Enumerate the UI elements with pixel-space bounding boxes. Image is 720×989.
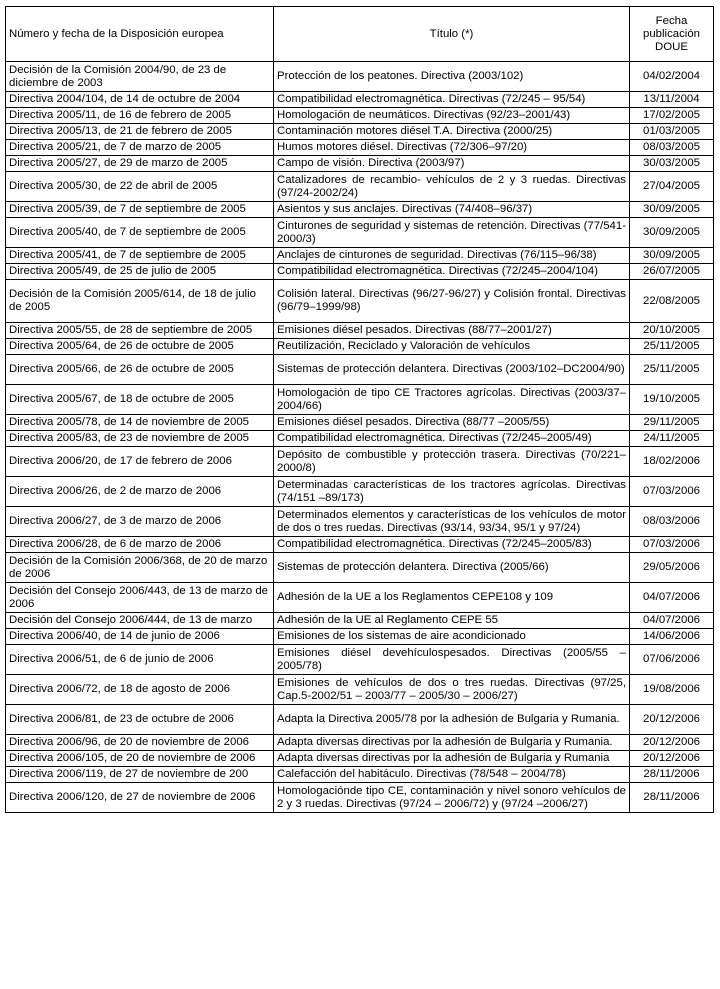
cell-numero: Directiva 2006/51, de 6 de junio de 2006: [6, 645, 274, 675]
cell-titulo: Reutilización, Reciclado y Valoración de vehículos: [274, 339, 630, 355]
table-row: [6, 705, 714, 735]
cell-titulo: Cinturones de seguridad y sistemas de retención. Directivas (77/541-2000/3): [274, 218, 630, 248]
cell-fecha: 19/10/2005: [630, 385, 714, 415]
cell-numero: Directiva 2005/55, de 28 de septiembre de 2005: [6, 323, 274, 339]
cell-numero: Directiva 2006/119, de 27 de noviembre de 200: [6, 767, 274, 783]
cell-titulo: Adapta diversas directivas por la adhesión de Bulgaria y Rumania.: [274, 735, 630, 751]
cell-fecha: 01/03/2005: [630, 124, 714, 140]
cell-fecha: 13/11/2004: [630, 92, 714, 108]
table-row: [6, 431, 714, 447]
cell-fecha: 07/06/2006: [630, 645, 714, 675]
table-row: [6, 767, 714, 783]
cell-fecha: 08/03/2006: [630, 507, 714, 537]
table-row: [6, 613, 714, 629]
table-row: [6, 415, 714, 431]
table-row: [6, 629, 714, 645]
cell-fecha: 19/08/2006: [630, 675, 714, 705]
cell-titulo: Asientos y sus anclajes. Directivas (74/408–96/37): [274, 202, 630, 218]
table-row: [6, 477, 714, 507]
cell-titulo: Depósito de combustible y protección trasera. Directivas (70/221–2000/8): [274, 447, 630, 477]
table-row: [6, 140, 714, 156]
cell-titulo: Homologación de tipo CE Tractores agrícolas. Directivas (2003/37–2004/66): [274, 385, 630, 415]
cell-titulo: Determinadas características de los tractores agrícolas. Directivas (74/151 –89/173): [274, 477, 630, 507]
table-row: [6, 645, 714, 675]
cell-fecha: 17/02/2005: [630, 108, 714, 124]
cell-numero: Directiva 2005/11, de 16 de febrero de 2005: [6, 108, 274, 124]
cell-numero: Directiva 2006/28, de 6 de marzo de 2006: [6, 537, 274, 553]
table-row: [6, 323, 714, 339]
cell-numero: Directiva 2006/40, de 14 de junio de 2006: [6, 629, 274, 645]
cell-titulo: Determinados elementos y características de los vehículos de motor de dos o tres ruedas. Directivas (93/14, 93/34, 95/1 y 97/24): [274, 507, 630, 537]
cell-titulo: Compatibilidad electromagnética. Directivas (72/245 – 95/54): [274, 92, 630, 108]
table-row: [6, 280, 714, 323]
cell-fecha: 24/11/2005: [630, 431, 714, 447]
cell-titulo: Emisiones de los sistemas de aire acondicionado: [274, 629, 630, 645]
cell-fecha: 18/02/2006: [630, 447, 714, 477]
cell-numero: Directiva 2006/20, de 17 de febrero de 2006: [6, 447, 274, 477]
cell-titulo: Adhesión de la UE a los Reglamentos CEPE108 y 109: [274, 583, 630, 613]
cell-numero: Directiva 2006/105, de 20 de noviembre de 2006: [6, 751, 274, 767]
cell-titulo: Adhesión de la UE al Reglamento CEPE 55: [274, 613, 630, 629]
table-header-row: [6, 7, 714, 62]
table-row: [6, 783, 714, 813]
cell-titulo: Emisiones diésel pesados. Directiva (88/77 –2005/55): [274, 415, 630, 431]
cell-titulo: Adapta diversas directivas por la adhesión de Bulgaria y Rumania: [274, 751, 630, 767]
cell-numero: Directiva 2006/26, de 2 de marzo de 2006: [6, 477, 274, 507]
header-titulo: Título (*): [274, 7, 630, 62]
cell-titulo: Anclajes de cinturones de seguridad. Directivas (76/115–96/38): [274, 248, 630, 264]
cell-numero: Directiva 2006/72, de 18 de agosto de 2006: [6, 675, 274, 705]
table-row: [6, 62, 714, 92]
table-row: [6, 751, 714, 767]
table-row: [6, 172, 714, 202]
cell-titulo: Homologación de neumáticos. Directivas (92/23–2001/43): [274, 108, 630, 124]
cell-numero: Decisión de la Comisión 2006/368, de 20 de marzo de 2006: [6, 553, 274, 583]
header-fecha: Fecha publicación DOUE: [630, 7, 714, 62]
cell-numero: Directiva 2005/13, de 21 de febrero de 2005: [6, 124, 274, 140]
cell-numero: Directiva 2005/49, de 25 de julio de 2005: [6, 264, 274, 280]
cell-numero: Directiva 2005/41, de 7 de septiembre de 2005: [6, 248, 274, 264]
cell-fecha: 04/07/2006: [630, 613, 714, 629]
table-row: [6, 537, 714, 553]
cell-titulo: Sistemas de protección delantera. Directiva (2005/66): [274, 553, 630, 583]
table-row: [6, 218, 714, 248]
cell-titulo: Homologaciónde tipo CE, contaminación y nivel sonoro vehículos de 2 y 3 ruedas. Directivas (97/24 – 2006/72) y (97/24 –2006/27): [274, 783, 630, 813]
cell-fecha: 27/04/2005: [630, 172, 714, 202]
cell-fecha: 28/11/2006: [630, 767, 714, 783]
cell-titulo: Emisiones diésel pesados. Directivas (88/77–2001/27): [274, 323, 630, 339]
table-row: [6, 339, 714, 355]
cell-numero: Directiva 2005/83, de 23 de noviembre de 2005: [6, 431, 274, 447]
cell-titulo: Sistemas de protección delantera. Directivas (2003/102–DC2004/90): [274, 355, 630, 385]
table-row: [6, 675, 714, 705]
cell-fecha: 07/03/2006: [630, 537, 714, 553]
cell-numero: Directiva 2005/78, de 14 de noviembre de 2005: [6, 415, 274, 431]
cell-titulo: Compatibilidad electromagnética. Directivas (72/245–2005/49): [274, 431, 630, 447]
cell-numero: Decisión de la Comisión 2004/90, de 23 de diciembre de 2003: [6, 62, 274, 92]
cell-titulo: Catalizadores de recambio- vehículos de 2 y 3 ruedas. Directivas (97/24-2002/24): [274, 172, 630, 202]
cell-fecha: 20/12/2006: [630, 751, 714, 767]
directives-table: [5, 6, 714, 813]
table-row: [6, 583, 714, 613]
cell-fecha: 20/10/2005: [630, 323, 714, 339]
cell-fecha: 08/03/2005: [630, 140, 714, 156]
cell-titulo: Campo de visión. Directiva (2003/97): [274, 156, 630, 172]
cell-fecha: 29/11/2005: [630, 415, 714, 431]
cell-titulo: Emisiones de vehículos de dos o tres ruedas. Directivas (97/25, Cap.5-2002/51 – 2003/77 – 2005/30 – 2006/27): [274, 675, 630, 705]
cell-titulo: Colisión lateral. Directivas (96/27-96/27) y Colisión frontal. Directivas (96/79–1999/98): [274, 280, 630, 323]
table-row: [6, 248, 714, 264]
cell-fecha: 30/03/2005: [630, 156, 714, 172]
cell-numero: Decisión de la Comisión 2005/614, de 18 de julio de 2005: [6, 280, 274, 323]
cell-numero: Directiva 2006/96, de 20 de noviembre de 2006: [6, 735, 274, 751]
cell-titulo: Calefacción del habitáculo. Directivas (78/548 – 2004/78): [274, 767, 630, 783]
cell-fecha: 26/07/2005: [630, 264, 714, 280]
table-row: [6, 355, 714, 385]
table-row: [6, 264, 714, 280]
cell-numero: Directiva 2006/27, de 3 de marzo de 2006: [6, 507, 274, 537]
header-numero: Número y fecha de la Disposición europea: [6, 7, 274, 62]
cell-fecha: 20/12/2006: [630, 735, 714, 751]
cell-numero: Directiva 2006/81, de 23 de octubre de 2006: [6, 705, 274, 735]
cell-titulo: Emisiones diésel devehículospesados. Directivas (2005/55 – 2005/78): [274, 645, 630, 675]
cell-numero: Directiva 2006/120, de 27 de noviembre de 2006: [6, 783, 274, 813]
cell-fecha: 04/07/2006: [630, 583, 714, 613]
table-row: [6, 124, 714, 140]
cell-titulo: Compatibilidad electromagnética. Directivas (72/245–2005/83): [274, 537, 630, 553]
cell-fecha: 20/12/2006: [630, 705, 714, 735]
cell-fecha: 07/03/2006: [630, 477, 714, 507]
cell-fecha: 30/09/2005: [630, 248, 714, 264]
cell-fecha: 30/09/2005: [630, 202, 714, 218]
cell-numero: Directiva 2005/39, de 7 de septiembre de 2005: [6, 202, 274, 218]
table-row: [6, 735, 714, 751]
cell-numero: Directiva 2005/27, de 29 de marzo de 2005: [6, 156, 274, 172]
table-row: [6, 507, 714, 537]
cell-fecha: 25/11/2005: [630, 339, 714, 355]
cell-numero: Directiva 2004/104, de 14 de octubre de 2004: [6, 92, 274, 108]
cell-fecha: 14/06/2006: [630, 629, 714, 645]
cell-fecha: 22/08/2005: [630, 280, 714, 323]
cell-numero: Directiva 2005/30, de 22 de abril de 2005: [6, 172, 274, 202]
cell-numero: Directiva 2005/67, de 18 de octubre de 2005: [6, 385, 274, 415]
cell-fecha: 25/11/2005: [630, 355, 714, 385]
table-row: [6, 92, 714, 108]
cell-numero: Directiva 2005/21, de 7 de marzo de 2005: [6, 140, 274, 156]
table-row: [6, 202, 714, 218]
cell-numero: Directiva 2005/40, de 7 de septiembre de 2005: [6, 218, 274, 248]
cell-fecha: 28/11/2006: [630, 783, 714, 813]
cell-titulo: Humos motores diésel. Directivas (72/306–97/20): [274, 140, 630, 156]
cell-fecha: 04/02/2004: [630, 62, 714, 92]
table-row: [6, 108, 714, 124]
cell-titulo: Adapta la Directiva 2005/78 por la adhesión de Bulgaria y Rumania.: [274, 705, 630, 735]
cell-fecha: 30/09/2005: [630, 218, 714, 248]
cell-titulo: Contaminación motores diésel T.A. Directiva (2000/25): [274, 124, 630, 140]
table-row: [6, 156, 714, 172]
table-row: [6, 447, 714, 477]
cell-numero: Decisión del Consejo 2006/443, de 13 de marzo de 2006: [6, 583, 274, 613]
cell-titulo: Protección de los peatones. Directiva (2003/102): [274, 62, 630, 92]
table-row: [6, 385, 714, 415]
cell-numero: Directiva 2005/64, de 26 de octubre de 2005: [6, 339, 274, 355]
cell-numero: Decisión del Consejo 2006/444, de 13 de marzo: [6, 613, 274, 629]
cell-titulo: Compatibilidad electromagnética. Directivas (72/245–2004/104): [274, 264, 630, 280]
cell-fecha: 29/05/2006: [630, 553, 714, 583]
cell-numero: Directiva 2005/66, de 26 de octubre de 2005: [6, 355, 274, 385]
table-row: [6, 553, 714, 583]
